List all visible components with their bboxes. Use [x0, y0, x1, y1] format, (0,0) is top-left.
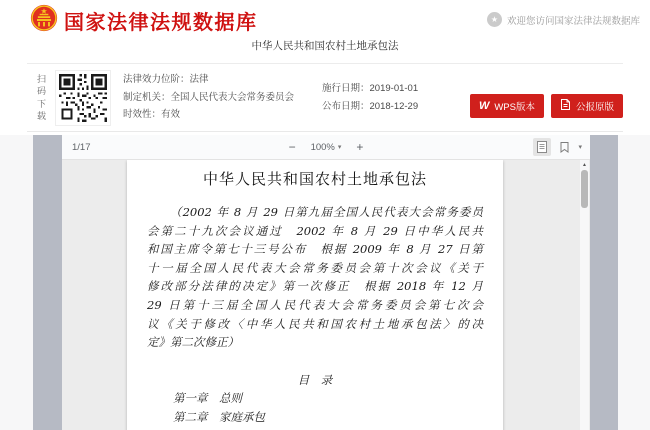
- wps-button-label: WPS版本: [494, 102, 535, 113]
- gazette-doc-icon: [560, 98, 571, 114]
- law-line: 29 日第十三届全国人民代表大会常务委员会第七次会: [147, 297, 483, 312]
- scrollbar-thumb[interactable]: [581, 170, 588, 208]
- zoom-in-button[interactable]: +: [356, 140, 364, 154]
- meta-enacting-body: 制定机关：全国人民代表大会常务委员会: [123, 91, 295, 103]
- pdf-page: [127, 160, 503, 430]
- wps-logo-icon: W: [478, 99, 490, 112]
- page-indicator: 1/17: [72, 141, 91, 153]
- zoom-level-dropdown[interactable]: [311, 142, 342, 153]
- zoom-controls: [289, 140, 364, 154]
- law-line: 会第二十九次会议通过 2002 年 8 月 29 日中华人民共: [147, 223, 483, 238]
- chevron-down-icon: ▾: [337, 144, 342, 151]
- gazette-original-button[interactable]: [551, 94, 623, 118]
- meta-validity: 时效性：有效: [123, 109, 181, 121]
- toc-item: 第二章 家庭承包: [173, 409, 265, 424]
- law-title: 中华人民共和国农村土地承包法: [202, 170, 427, 188]
- welcome-text: 欢迎您访问国家法律法规数据库: [506, 15, 640, 27]
- user-star-icon: ★: [487, 12, 502, 27]
- viewer-stage: [0, 135, 650, 430]
- toolbar-right-icons: [533, 138, 582, 156]
- zoom-out-button[interactable]: −: [288, 140, 296, 154]
- pdf-scroll-area[interactable]: [62, 160, 590, 430]
- law-line: 议《关于修改〈中华人民共和国农村土地承包法〉的决: [147, 316, 483, 331]
- scroll-up-arrow-icon[interactable]: ▲: [582, 162, 587, 168]
- toc-item: 第一章 总则: [173, 391, 242, 406]
- gazette-button-label: 公报原版: [575, 102, 614, 113]
- meta-effective-date: 施行日期：2019-01-01: [322, 83, 419, 94]
- law-date-column: [322, 80, 418, 115]
- document-subtitle: 中华人民共和国农村土地承包法: [251, 40, 399, 52]
- scrollbar[interactable]: [580, 160, 589, 430]
- law-preamble: [127, 203, 503, 352]
- qr-download-label: 扫码下载: [36, 73, 46, 121]
- pdf-viewer: [33, 135, 618, 430]
- toc-title: 目 录: [297, 372, 333, 387]
- law-meta-column: [123, 71, 294, 124]
- pdf-panel: [62, 135, 590, 430]
- download-buttons: [470, 94, 623, 118]
- site-title: 国家法律法规数据库: [64, 12, 258, 34]
- zoom-level-value: 100%: [310, 141, 335, 153]
- law-line: （2002 年 8 月 29 日第九届全国人民代表大会常务委员: [170, 205, 483, 219]
- qr-code: [55, 70, 111, 126]
- law-info-bar: [27, 63, 623, 132]
- page-view-icon[interactable]: [533, 138, 551, 156]
- law-line: 和国主席令第七十三号公布 根据 2009 年 8 月 27 日第: [147, 242, 483, 257]
- law-line: 修改部分法律的决定》第一次修正 根据 2018 年 12 月: [147, 279, 483, 294]
- wps-version-button[interactable]: [470, 94, 544, 118]
- pdf-toolbar: [62, 135, 590, 160]
- meta-publish-date: 公布日期：2018-12-29: [322, 100, 419, 112]
- bookmark-icon[interactable]: [559, 141, 570, 154]
- welcome-area: [487, 12, 640, 27]
- meta-hierarchy: 法律效力位阶：法律: [123, 74, 209, 86]
- bookmark-caret-icon[interactable]: ▾: [578, 144, 582, 151]
- national-emblem-icon: [30, 4, 58, 32]
- law-line: 十一届全国人民代表大会常务委员会第十次会议《关于: [147, 260, 483, 275]
- law-line: 定》第二次修正）: [147, 335, 239, 350]
